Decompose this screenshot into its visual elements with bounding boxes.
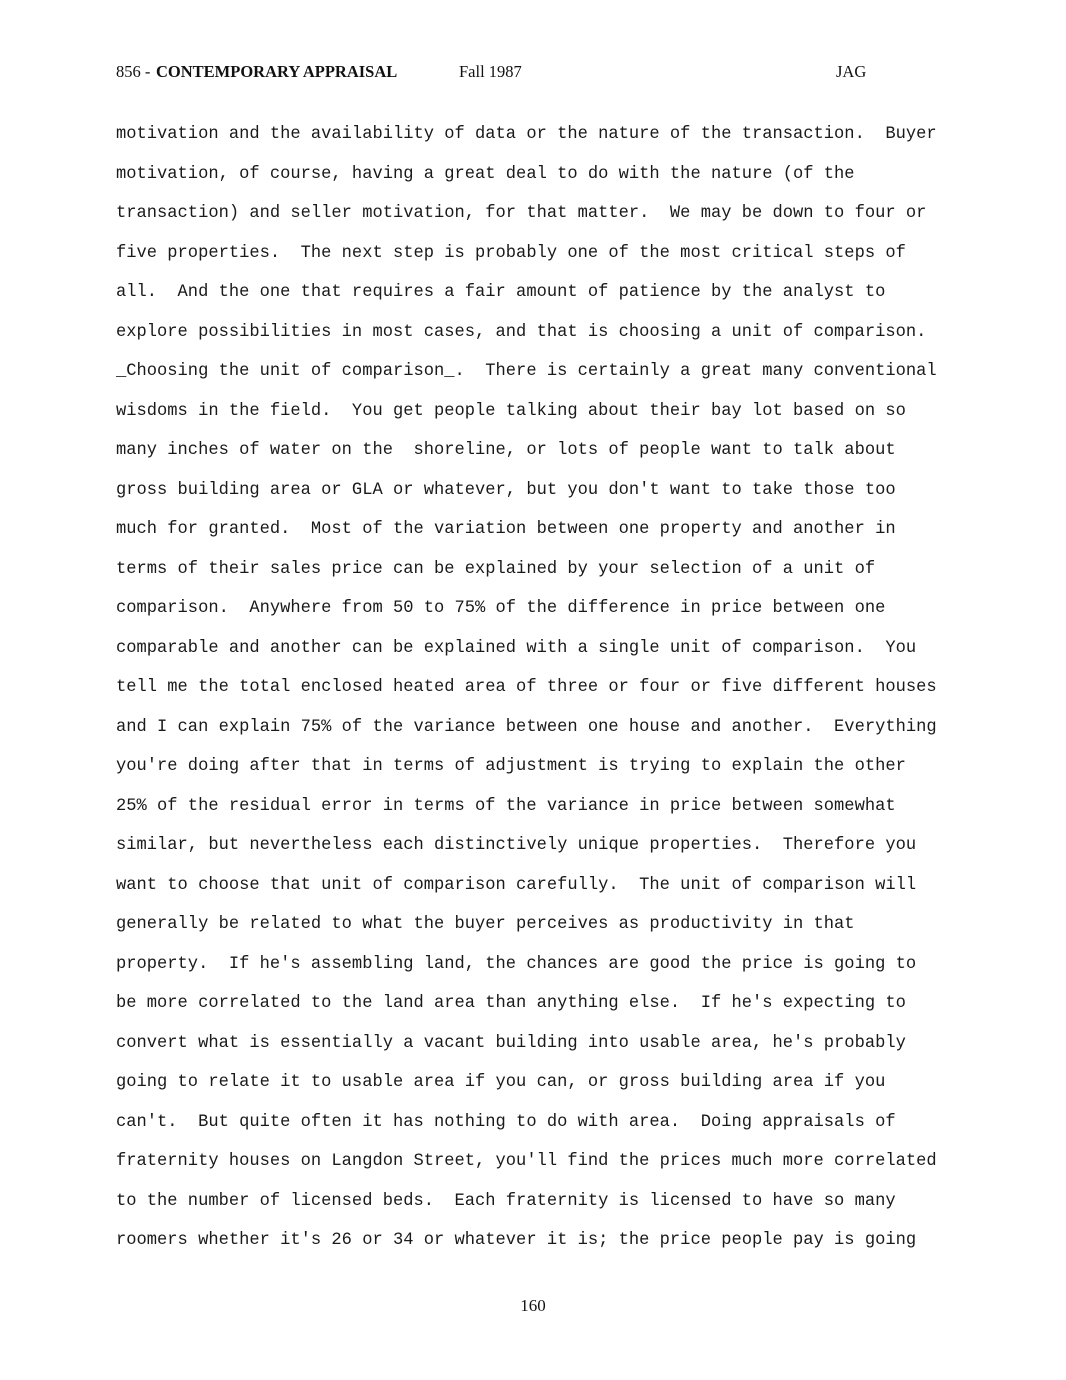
text-line: transaction) and seller motivation, for that matter. We may be down to four or	[116, 204, 927, 223]
text-line: _Choosing the unit of comparison_. There is certainly a great many conventional	[116, 362, 937, 381]
text-line: to the number of licensed beds. Each fraternity is licensed to have so many	[116, 1191, 896, 1211]
text-line: and I can explain 75% of the variance between one house and another. Everything	[116, 717, 937, 737]
text-line: fraternity houses on Langdon Street, you'll find the prices much more correlated	[116, 1152, 937, 1171]
page-number: 160	[520, 1296, 546, 1315]
text-line: similar, but nevertheless each distinctively unique properties. Therefore you	[116, 836, 917, 855]
text-line: five properties. The next step is probably one of the most critical steps of	[116, 243, 906, 263]
text-line: tell me the total enclosed heated area of three or four or five different houses	[116, 678, 937, 697]
text-line: terms of their sales price can be explained by your selection of a unit of	[116, 559, 876, 579]
text-line: want to choose that unit of comparison carefully. The unit of comparison will	[116, 875, 917, 895]
text-line: convert what is essentially a vacant building into usable area, he's probably	[116, 1033, 906, 1053]
page-header	[116, 62, 876, 86]
course-title: CONTEMPORARY APPRAISAL	[156, 62, 398, 81]
text-line: wisdoms in the field. You get people talking about their bay lot based on so	[116, 401, 906, 421]
author-initials: JAG	[836, 62, 867, 81]
transcript-body	[116, 122, 1016, 1268]
text-line: be more correlated to the land area than anything else. If he's expecting to	[116, 994, 906, 1013]
text-line: generally be related to what the buyer perceives as productivity in that	[116, 915, 855, 934]
text-line: motivation, of course, having a great deal to do with the nature (of the	[116, 164, 855, 184]
text-line: much for granted. Most of the variation between one property and another in	[116, 520, 896, 539]
text-line: can't. But quite often it has nothing to do with area. Doing appraisals of	[116, 1112, 896, 1132]
text-line: comparable and another can be explained with a single unit of comparison. You	[116, 638, 917, 658]
course-number: 856 -	[116, 62, 151, 81]
term-label: Fall 1987	[459, 62, 522, 81]
text-line: comparison. Anywhere from 50 to 75% of the difference in price between one	[116, 599, 886, 618]
text-line: explore possibilities in most cases, and that is choosing a unit of comparison.	[116, 322, 927, 342]
text-line: motivation and the availability of data or the nature of the transaction. Buyer	[116, 125, 937, 144]
text-line: you're doing after that in terms of adjustment is trying to explain the other	[116, 757, 906, 776]
text-line: 25% of the residual error in terms of the variance in price between somewhat	[116, 796, 896, 816]
text-line: going to relate it to usable area if you can, or gross building area if you	[116, 1073, 886, 1092]
text-line: all. And the one that requires a fair amount of patience by the analyst to	[116, 283, 886, 302]
text-line: property. If he's assembling land, the chances are good the price is going to	[116, 954, 917, 974]
text-line: many inches of water on the shoreline, or lots of people want to talk about	[116, 441, 896, 460]
text-line: roomers whether it's 26 or 34 or whatever it is; the price people pay is going	[116, 1231, 917, 1250]
text-line: gross building area or GLA or whatever, but you don't want to take those too	[116, 480, 896, 500]
